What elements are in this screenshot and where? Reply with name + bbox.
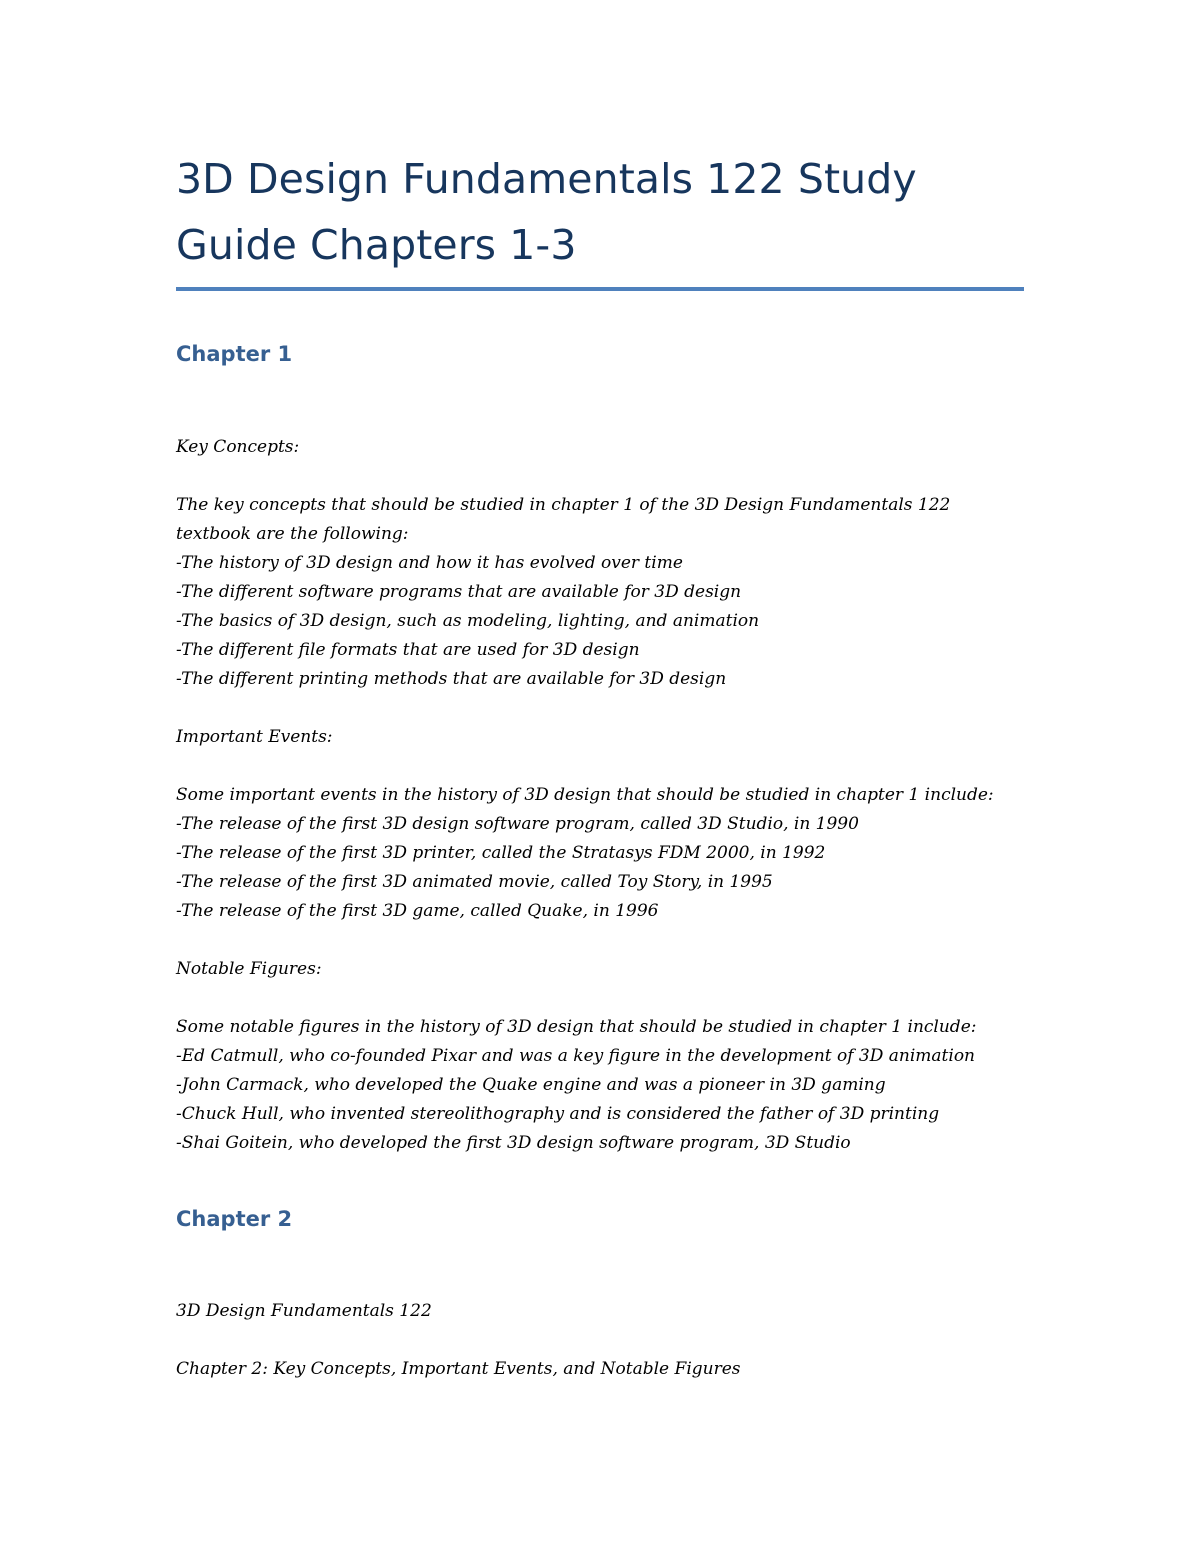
- important-events-item: -The release of the first 3D animated movie, called Toy Story, in 1995: [176, 872, 773, 892]
- important-events-intro: Some important events in the history of 3D design that should be studied in chapter 1 include:: [176, 785, 994, 805]
- key-concepts-intro-line-1: The key concepts that should be studied in chapter 1 of the 3D Design Fundamentals 122: [176, 495, 951, 515]
- key-concepts-item: -The basics of 3D design, such as modeling, lighting, and animation: [176, 611, 760, 631]
- key-concepts-label: Key Concepts:: [176, 437, 300, 457]
- important-events-item: -The release of the first 3D design software program, called 3D Studio, in 1990: [176, 814, 859, 834]
- important-events-item: -The release of the first 3D game, called Quake, in 1996: [176, 901, 659, 921]
- document-title-line-1: 3D Design Fundamentals 122 Study: [176, 155, 917, 203]
- key-concepts-item: -The different software programs that are available for 3D design: [176, 582, 742, 602]
- chapter-1-heading: Chapter 1: [176, 342, 293, 366]
- key-concepts-item: -The history of 3D design and how it has evolved over time: [176, 553, 683, 573]
- notable-figures-item: -John Carmack, who developed the Quake engine and was a pioneer in 3D gaming: [176, 1075, 886, 1095]
- chapter-2-heading: Chapter 2: [176, 1207, 293, 1231]
- notable-figures-intro: Some notable figures in the history of 3D design that should be studied in chapter 1 include:: [176, 1017, 977, 1037]
- key-concepts-intro-line-2: textbook are the following:: [176, 524, 409, 544]
- document-title-line-2: Guide Chapters 1-3: [176, 221, 577, 269]
- notable-figures-item: -Shai Goitein, who developed the first 3D design software program, 3D Studio: [176, 1133, 851, 1153]
- key-concepts-item: -The different printing methods that are available for 3D design: [176, 669, 727, 689]
- document-body: [176, 146, 1024, 1384]
- important-events-label: Important Events:: [176, 727, 333, 747]
- document-title: [176, 146, 1024, 278]
- chapter-2-line-1: 3D Design Fundamentals 122: [176, 1301, 432, 1321]
- notable-figures-item: -Chuck Hull, who invented stereolithography and is considered the father of 3D printing: [176, 1104, 940, 1124]
- chapter-2-line-2: Chapter 2: Key Concepts, Important Events, and Notable Figures: [176, 1359, 741, 1379]
- key-concepts-item: -The different file formats that are used for 3D design: [176, 640, 640, 660]
- important-events-item: -The release of the first 3D printer, called the Stratasys FDM 2000, in 1992: [176, 843, 826, 863]
- notable-figures-label: Notable Figures:: [176, 959, 322, 979]
- notable-figures-item: -Ed Catmull, who co-founded Pixar and was a key figure in the development of 3D animation: [176, 1046, 976, 1066]
